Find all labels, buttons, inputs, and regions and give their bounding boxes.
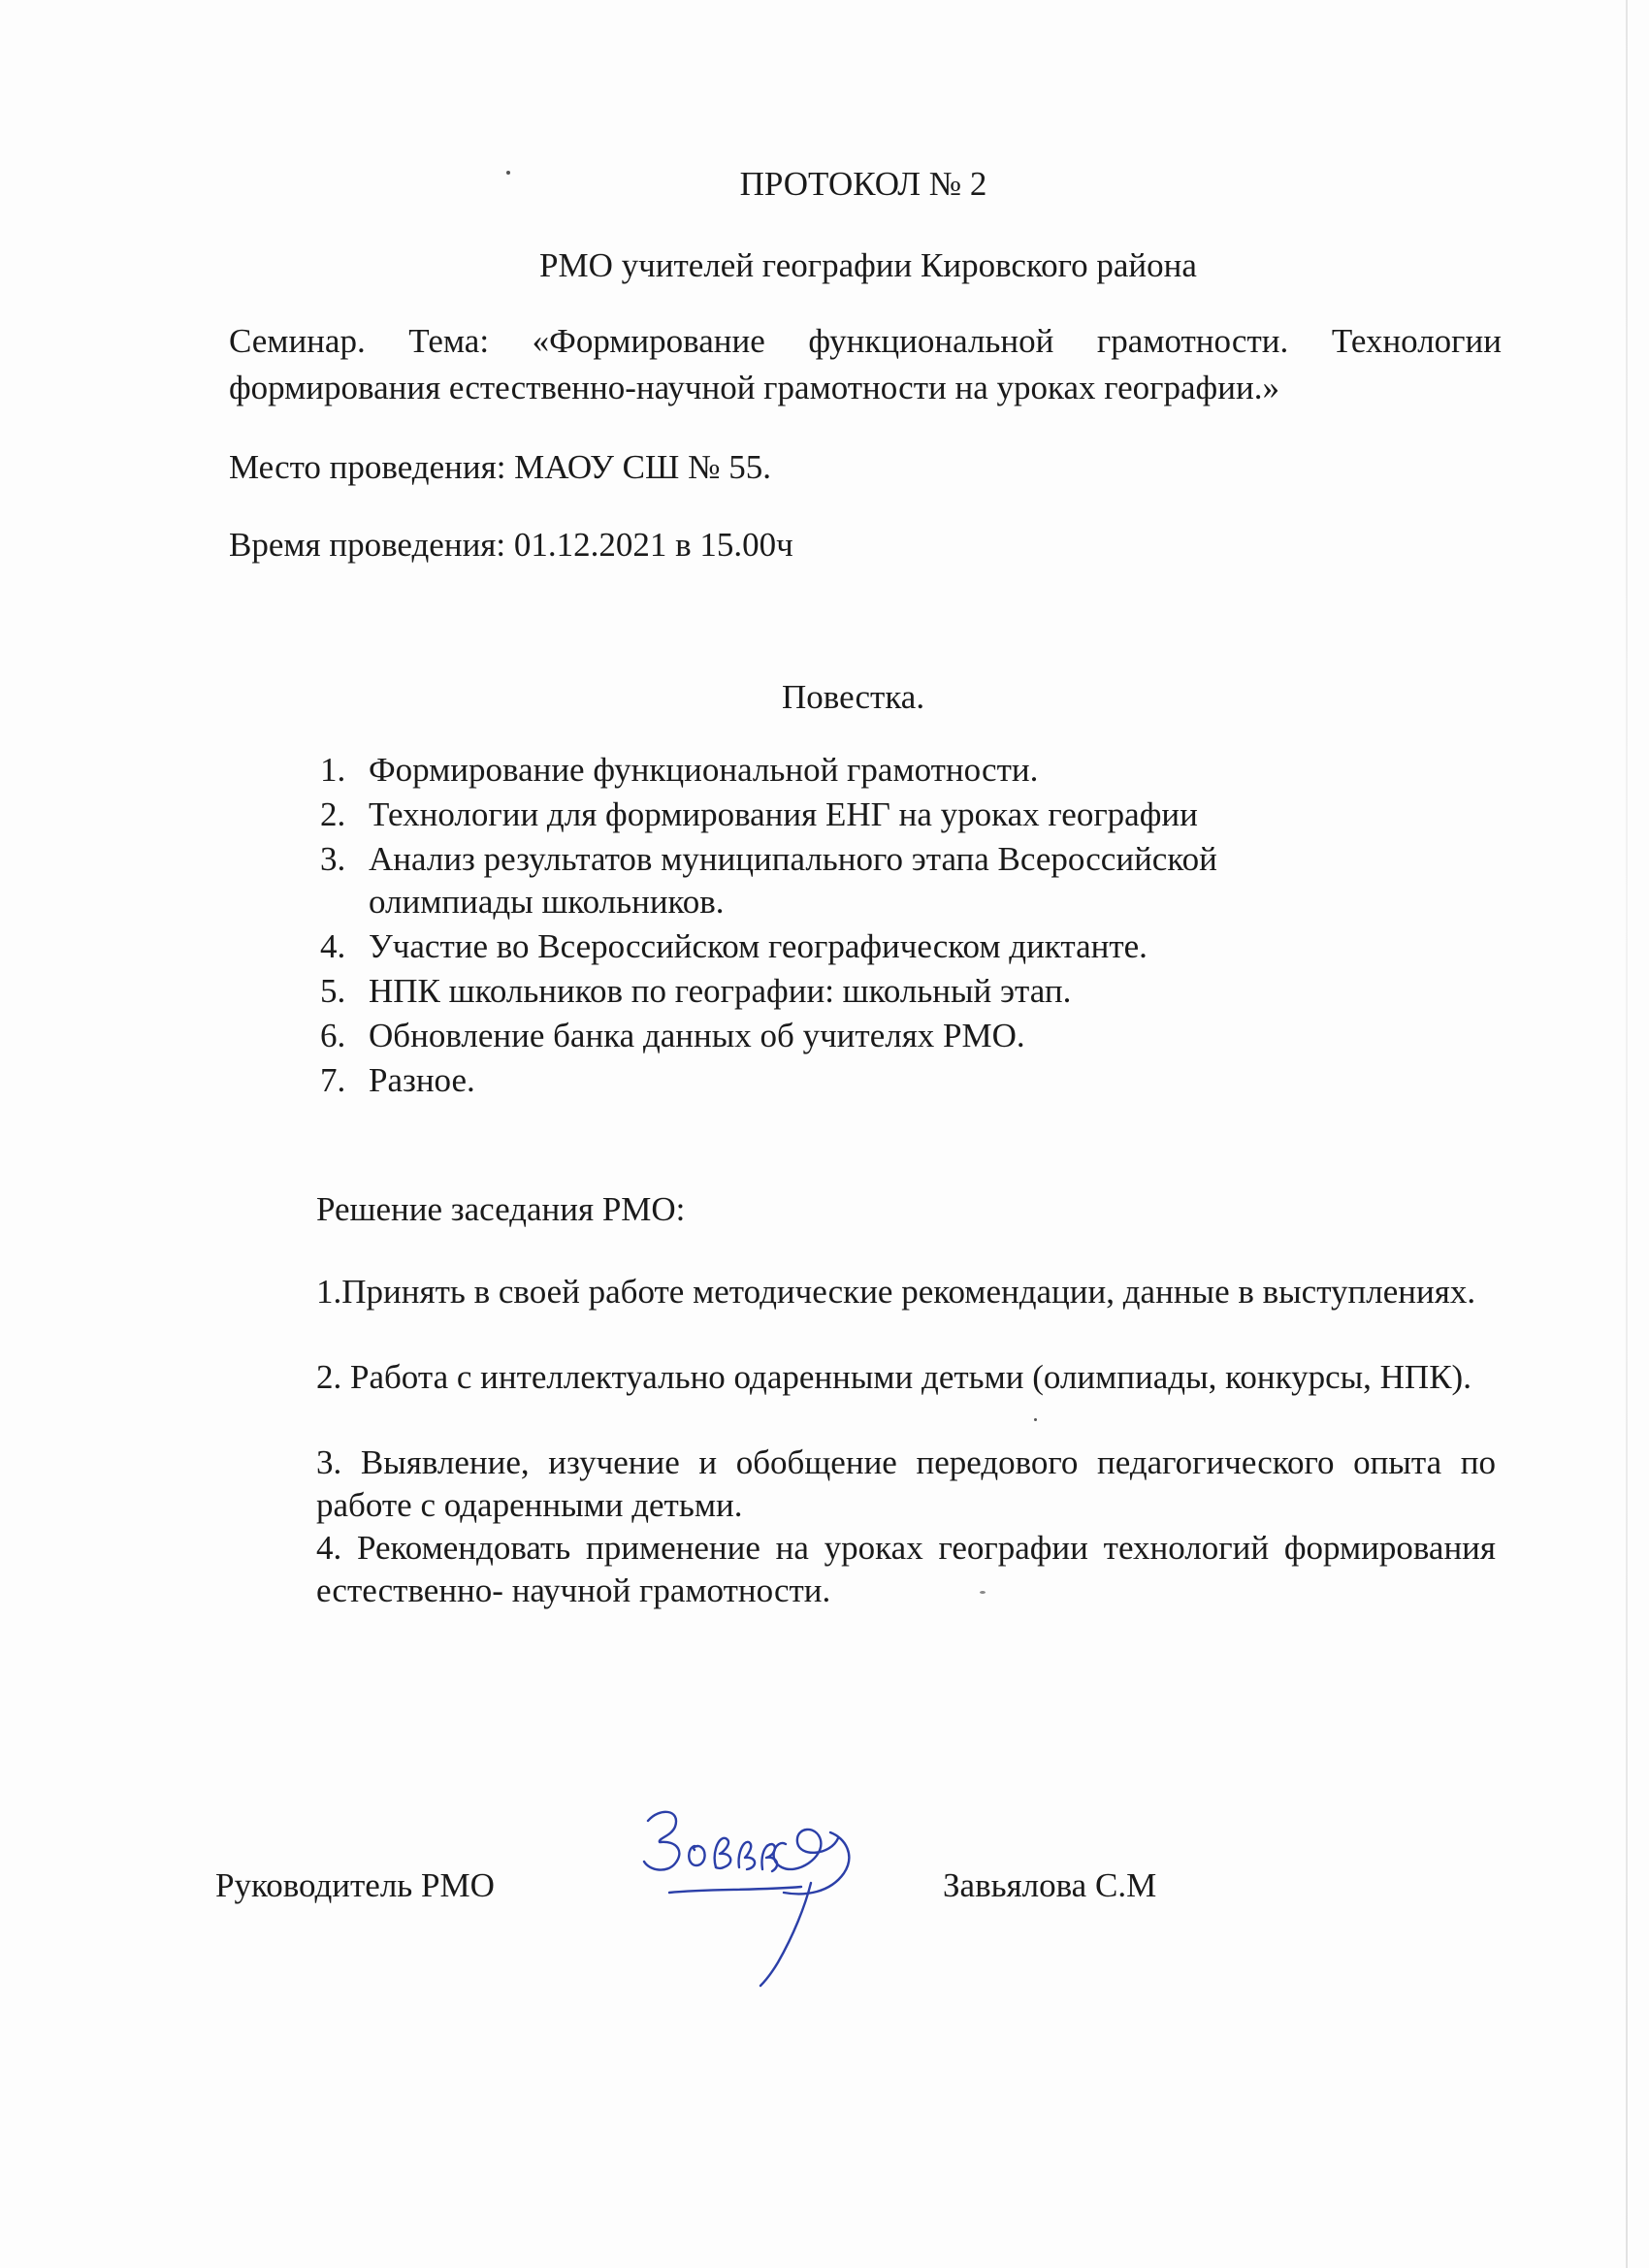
meeting-time: Время проведения: 01.12.2021 в 15.00ч: [229, 526, 793, 564]
agenda-item: [320, 838, 1348, 923]
scan-speck: [1034, 1418, 1037, 1421]
decision-item: 3. Выявление, изучение и обобщение передового педагогического опыта по работе с одаренными детьми.: [316, 1443, 1496, 1524]
decision-title: Решение заседания РМО:: [316, 1190, 686, 1228]
scan-speck: [980, 1591, 986, 1594]
agenda-item-number: 4.: [320, 927, 346, 965]
agenda-item: [320, 794, 1387, 836]
agenda-list: [320, 749, 1387, 1104]
protocol-title: ПРОТОКОЛ № 2: [739, 165, 987, 203]
seminar-topic-line1: Семинар. Тема: «Формирование функциональной грамотности. Технологии: [229, 322, 1502, 360]
decision-item: 1.Принять в своей работе методические рекомендации, данные в выступлениях.: [316, 1273, 1476, 1311]
agenda-item: [320, 970, 1387, 1013]
agenda-item-text: Технологии для формирования ЕНГ на уроках географии: [369, 795, 1198, 833]
agenda-item-number: 2.: [320, 795, 346, 833]
agenda-item-text: Участие во Всероссийском географическом диктанте.: [369, 927, 1148, 965]
decision-item: 2. Работа с интеллектуально одаренными детьми (олимпиады, конкурсы, НПК).: [316, 1358, 1471, 1396]
scan-edge-shadow: [1626, 0, 1628, 2268]
agenda-item-number: 7.: [320, 1061, 346, 1099]
agenda-item-number: 1.: [320, 751, 346, 789]
agenda-item: [320, 925, 1387, 968]
signoff-name: Завьялова С.М: [943, 1866, 1157, 1904]
agenda-item-text: Обновление банка данных об учителях РМО.: [369, 1017, 1025, 1054]
agenda-item: [320, 749, 1387, 792]
agenda-item: [320, 1015, 1387, 1057]
handwritten-signature: [630, 1799, 873, 1993]
scan-speck: [506, 171, 510, 175]
agenda-item-text: НПК школьников по географии: школьный этап.: [369, 972, 1072, 1010]
decision-item: 4. Рекомендовать применение на уроках географии технологий формирования естественно- научной грамотности.: [316, 1529, 1496, 1609]
agenda-item-text: Формирование функциональной грамотности.: [369, 751, 1039, 789]
protocol-subtitle: РМО учителей географии Кировского района: [539, 246, 1197, 284]
agenda-title: Повестка.: [782, 678, 925, 716]
agenda-item-text: Разное.: [369, 1061, 475, 1099]
meeting-place: Место проведения: МАОУ СШ № 55.: [229, 448, 771, 486]
agenda-item-text: Анализ результатов муниципального этапа Всероссийской олимпиады школьников.: [369, 840, 1217, 921]
agenda-item-number: 6.: [320, 1017, 346, 1054]
agenda-item-number: 3.: [320, 840, 346, 878]
agenda-item-number: 5.: [320, 972, 346, 1010]
signoff-role: Руководитель РМО: [215, 1866, 495, 1904]
seminar-topic-line2: формирования естественно-научной грамотности на уроках географии.»: [229, 369, 1279, 406]
agenda-item: [320, 1059, 1387, 1102]
